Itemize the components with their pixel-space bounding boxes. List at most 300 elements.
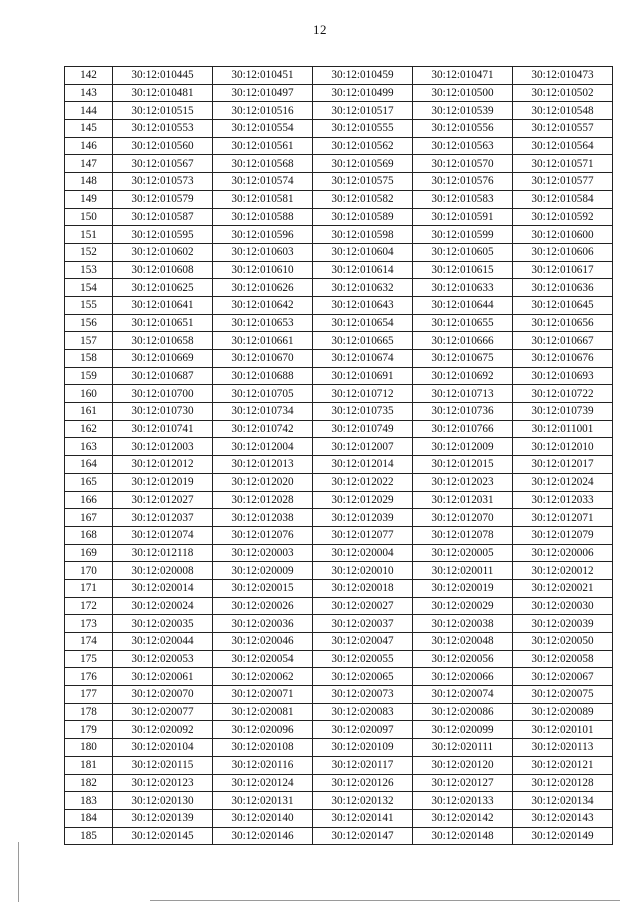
row-number-cell: 154 bbox=[65, 279, 113, 297]
cadastral-number-cell: 30:12:012024 bbox=[513, 473, 613, 491]
cadastral-number-cell: 30:12:010600 bbox=[513, 226, 613, 244]
cadastral-number-cell: 30:12:020101 bbox=[513, 721, 613, 739]
cadastral-table bbox=[64, 66, 613, 845]
cadastral-number-cell: 30:12:010451 bbox=[213, 67, 313, 85]
cadastral-number-cell: 30:12:010554 bbox=[213, 120, 313, 138]
cadastral-number-cell: 30:12:012039 bbox=[313, 509, 413, 527]
cadastral-number-cell: 30:12:020131 bbox=[213, 792, 313, 810]
cadastral-number-cell: 30:12:020143 bbox=[513, 809, 613, 827]
cadastral-number-cell: 30:12:020116 bbox=[213, 756, 313, 774]
table-row bbox=[65, 120, 613, 138]
cadastral-number-cell: 30:12:012004 bbox=[213, 438, 313, 456]
cadastral-number-cell: 30:12:012003 bbox=[113, 438, 213, 456]
table-row bbox=[65, 703, 613, 721]
cadastral-number-cell: 30:12:010574 bbox=[213, 173, 313, 191]
cadastral-number-cell: 30:12:020015 bbox=[213, 579, 313, 597]
table-row bbox=[65, 792, 613, 810]
cadastral-number-cell: 30:12:012022 bbox=[313, 473, 413, 491]
cadastral-number-cell: 30:12:020047 bbox=[313, 633, 413, 651]
cadastral-number-cell: 30:12:020056 bbox=[413, 650, 513, 668]
cadastral-number-cell: 30:12:010675 bbox=[413, 350, 513, 368]
cadastral-number-cell: 30:12:010499 bbox=[313, 84, 413, 102]
cadastral-number-cell: 30:12:010583 bbox=[413, 190, 513, 208]
cadastral-number-cell: 30:12:010656 bbox=[513, 314, 613, 332]
table-row bbox=[65, 279, 613, 297]
table-row bbox=[65, 774, 613, 792]
cadastral-number-cell: 30:12:010700 bbox=[113, 385, 213, 403]
cadastral-number-cell: 30:12:010741 bbox=[113, 420, 213, 438]
table-row bbox=[65, 314, 613, 332]
table-row bbox=[65, 686, 613, 704]
table-row bbox=[65, 597, 613, 615]
cadastral-number-cell: 30:12:020008 bbox=[113, 562, 213, 580]
cadastral-number-cell: 30:12:020113 bbox=[513, 739, 613, 757]
cadastral-number-cell: 30:12:010605 bbox=[413, 243, 513, 261]
table-row bbox=[65, 208, 613, 226]
cadastral-number-cell: 30:12:010722 bbox=[513, 385, 613, 403]
row-number-cell: 148 bbox=[65, 173, 113, 191]
row-number-cell: 180 bbox=[65, 739, 113, 757]
cadastral-number-cell: 30:12:020027 bbox=[313, 597, 413, 615]
table-row bbox=[65, 243, 613, 261]
row-number-cell: 159 bbox=[65, 367, 113, 385]
cadastral-number-cell: 30:12:020070 bbox=[113, 686, 213, 704]
cadastral-number-cell: 30:12:020036 bbox=[213, 615, 313, 633]
cadastral-number-cell: 30:12:020092 bbox=[113, 721, 213, 739]
table-row bbox=[65, 84, 613, 102]
cadastral-number-cell: 30:12:010556 bbox=[413, 120, 513, 138]
cadastral-number-cell: 30:12:010582 bbox=[313, 190, 413, 208]
cadastral-number-cell: 30:12:020148 bbox=[413, 827, 513, 845]
cadastral-number-cell: 30:12:020149 bbox=[513, 827, 613, 845]
cadastral-number-cell: 30:12:020134 bbox=[513, 792, 613, 810]
cadastral-number-cell: 30:12:010712 bbox=[313, 385, 413, 403]
cadastral-number-cell: 30:12:010592 bbox=[513, 208, 613, 226]
table-row bbox=[65, 367, 613, 385]
cadastral-number-cell: 30:12:010667 bbox=[513, 332, 613, 350]
table-row bbox=[65, 633, 613, 651]
scan-edge-line-bottom bbox=[150, 900, 620, 901]
cadastral-number-cell: 30:12:012015 bbox=[413, 456, 513, 474]
cadastral-number-cell: 30:12:012014 bbox=[313, 456, 413, 474]
cadastral-number-cell: 30:12:010617 bbox=[513, 261, 613, 279]
table-row bbox=[65, 544, 613, 562]
cadastral-number-cell: 30:12:010599 bbox=[413, 226, 513, 244]
row-number-cell: 183 bbox=[65, 792, 113, 810]
cadastral-number-cell: 30:12:011001 bbox=[513, 420, 613, 438]
row-number-cell: 151 bbox=[65, 226, 113, 244]
cadastral-number-cell: 30:12:010749 bbox=[313, 420, 413, 438]
cadastral-number-cell: 30:12:020147 bbox=[313, 827, 413, 845]
cadastral-number-cell: 30:12:010515 bbox=[113, 102, 213, 120]
cadastral-number-cell: 30:12:020037 bbox=[313, 615, 413, 633]
table-row bbox=[65, 615, 613, 633]
row-number-cell: 171 bbox=[65, 579, 113, 597]
row-number-cell: 145 bbox=[65, 120, 113, 138]
cadastral-number-cell: 30:12:012029 bbox=[313, 491, 413, 509]
cadastral-number-cell: 30:12:010670 bbox=[213, 350, 313, 368]
cadastral-number-cell: 30:12:020011 bbox=[413, 562, 513, 580]
cadastral-table-container bbox=[64, 66, 612, 845]
row-number-cell: 142 bbox=[65, 67, 113, 85]
row-number-cell: 164 bbox=[65, 456, 113, 474]
cadastral-number-cell: 30:12:010626 bbox=[213, 279, 313, 297]
cadastral-number-cell: 30:12:020004 bbox=[313, 544, 413, 562]
cadastral-number-cell: 30:12:020009 bbox=[213, 562, 313, 580]
cadastral-number-cell: 30:12:012017 bbox=[513, 456, 613, 474]
cadastral-number-cell: 30:12:010713 bbox=[413, 385, 513, 403]
cadastral-number-cell: 30:12:010643 bbox=[313, 296, 413, 314]
cadastral-number-cell: 30:12:010564 bbox=[513, 137, 613, 155]
cadastral-number-cell: 30:12:020086 bbox=[413, 703, 513, 721]
cadastral-number-cell: 30:12:010674 bbox=[313, 350, 413, 368]
cadastral-number-cell: 30:12:020096 bbox=[213, 721, 313, 739]
cadastral-number-cell: 30:12:020140 bbox=[213, 809, 313, 827]
cadastral-number-cell: 30:12:010606 bbox=[513, 243, 613, 261]
cadastral-number-cell: 30:12:020104 bbox=[113, 739, 213, 757]
row-number-cell: 152 bbox=[65, 243, 113, 261]
cadastral-number-cell: 30:12:010471 bbox=[413, 67, 513, 85]
cadastral-number-cell: 30:12:020055 bbox=[313, 650, 413, 668]
table-row bbox=[65, 739, 613, 757]
cadastral-number-cell: 30:12:010651 bbox=[113, 314, 213, 332]
table-row bbox=[65, 827, 613, 845]
row-number-cell: 165 bbox=[65, 473, 113, 491]
cadastral-number-cell: 30:12:010736 bbox=[413, 403, 513, 421]
cadastral-number-cell: 30:12:010445 bbox=[113, 67, 213, 85]
cadastral-number-cell: 30:12:020014 bbox=[113, 579, 213, 597]
cadastral-number-cell: 30:12:010588 bbox=[213, 208, 313, 226]
cadastral-number-cell: 30:12:010473 bbox=[513, 67, 613, 85]
cadastral-number-cell: 30:12:010502 bbox=[513, 84, 613, 102]
cadastral-number-cell: 30:12:020006 bbox=[513, 544, 613, 562]
cadastral-number-cell: 30:12:010614 bbox=[313, 261, 413, 279]
cadastral-number-cell: 30:12:020030 bbox=[513, 597, 613, 615]
row-number-cell: 172 bbox=[65, 597, 113, 615]
cadastral-number-cell: 30:12:010636 bbox=[513, 279, 613, 297]
row-number-cell: 155 bbox=[65, 296, 113, 314]
table-row bbox=[65, 332, 613, 350]
cadastral-number-cell: 30:12:012033 bbox=[513, 491, 613, 509]
cadastral-number-cell: 30:12:010632 bbox=[313, 279, 413, 297]
cadastral-number-cell: 30:12:020126 bbox=[313, 774, 413, 792]
cadastral-number-cell: 30:12:012007 bbox=[313, 438, 413, 456]
cadastral-number-cell: 30:12:020071 bbox=[213, 686, 313, 704]
cadastral-number-cell: 30:12:020083 bbox=[313, 703, 413, 721]
cadastral-number-cell: 30:12:010589 bbox=[313, 208, 413, 226]
cadastral-number-cell: 30:12:010654 bbox=[313, 314, 413, 332]
row-number-cell: 181 bbox=[65, 756, 113, 774]
cadastral-number-cell: 30:12:020046 bbox=[213, 633, 313, 651]
cadastral-number-cell: 30:12:020029 bbox=[413, 597, 513, 615]
cadastral-number-cell: 30:12:020062 bbox=[213, 668, 313, 686]
cadastral-number-cell: 30:12:010735 bbox=[313, 403, 413, 421]
cadastral-number-cell: 30:12:010604 bbox=[313, 243, 413, 261]
cadastral-number-cell: 30:12:020108 bbox=[213, 739, 313, 757]
cadastral-number-cell: 30:12:010644 bbox=[413, 296, 513, 314]
cadastral-number-cell: 30:12:020115 bbox=[113, 756, 213, 774]
cadastral-number-cell: 30:12:010666 bbox=[413, 332, 513, 350]
cadastral-number-cell: 30:12:010669 bbox=[113, 350, 213, 368]
cadastral-number-cell: 30:12:020012 bbox=[513, 562, 613, 580]
row-number-cell: 175 bbox=[65, 650, 113, 668]
table-row bbox=[65, 650, 613, 668]
row-number-cell: 160 bbox=[65, 385, 113, 403]
row-number-cell: 174 bbox=[65, 633, 113, 651]
row-number-cell: 184 bbox=[65, 809, 113, 827]
row-number-cell: 156 bbox=[65, 314, 113, 332]
cadastral-number-cell: 30:12:012074 bbox=[113, 526, 213, 544]
cadastral-number-cell: 30:12:020146 bbox=[213, 827, 313, 845]
cadastral-number-cell: 30:12:012019 bbox=[113, 473, 213, 491]
row-number-cell: 177 bbox=[65, 686, 113, 704]
cadastral-number-cell: 30:12:010500 bbox=[413, 84, 513, 102]
cadastral-number-cell: 30:12:012031 bbox=[413, 491, 513, 509]
cadastral-number-cell: 30:12:020111 bbox=[413, 739, 513, 757]
cadastral-number-cell: 30:12:010642 bbox=[213, 296, 313, 314]
row-number-cell: 169 bbox=[65, 544, 113, 562]
table-row bbox=[65, 456, 613, 474]
cadastral-number-cell: 30:12:010553 bbox=[113, 120, 213, 138]
cadastral-number-cell: 30:12:020044 bbox=[113, 633, 213, 651]
cadastral-number-cell: 30:12:010595 bbox=[113, 226, 213, 244]
cadastral-number-cell: 30:12:020038 bbox=[413, 615, 513, 633]
cadastral-number-cell: 30:12:010598 bbox=[313, 226, 413, 244]
cadastral-number-cell: 30:12:020124 bbox=[213, 774, 313, 792]
cadastral-number-cell: 30:12:012012 bbox=[113, 456, 213, 474]
table-row bbox=[65, 385, 613, 403]
cadastral-number-cell: 30:12:010560 bbox=[113, 137, 213, 155]
cadastral-number-cell: 30:12:020123 bbox=[113, 774, 213, 792]
cadastral-number-cell: 30:12:010661 bbox=[213, 332, 313, 350]
cadastral-number-cell: 30:12:010570 bbox=[413, 155, 513, 173]
table-row bbox=[65, 155, 613, 173]
row-number-cell: 185 bbox=[65, 827, 113, 845]
cadastral-number-cell: 30:12:020127 bbox=[413, 774, 513, 792]
cadastral-number-cell: 30:12:010693 bbox=[513, 367, 613, 385]
cadastral-number-cell: 30:12:010742 bbox=[213, 420, 313, 438]
table-row bbox=[65, 509, 613, 527]
cadastral-number-cell: 30:12:010658 bbox=[113, 332, 213, 350]
cadastral-number-cell: 30:12:020024 bbox=[113, 597, 213, 615]
row-number-cell: 153 bbox=[65, 261, 113, 279]
row-number-cell: 146 bbox=[65, 137, 113, 155]
cadastral-number-cell: 30:12:020018 bbox=[313, 579, 413, 597]
table-row bbox=[65, 562, 613, 580]
row-number-cell: 178 bbox=[65, 703, 113, 721]
cadastral-number-cell: 30:12:010610 bbox=[213, 261, 313, 279]
cadastral-number-cell: 30:12:020142 bbox=[413, 809, 513, 827]
cadastral-number-cell: 30:12:012071 bbox=[513, 509, 613, 527]
cadastral-number-cell: 30:12:010571 bbox=[513, 155, 613, 173]
cadastral-number-cell: 30:12:020066 bbox=[413, 668, 513, 686]
row-number-cell: 176 bbox=[65, 668, 113, 686]
cadastral-number-cell: 30:12:020109 bbox=[313, 739, 413, 757]
cadastral-number-cell: 30:12:010557 bbox=[513, 120, 613, 138]
cadastral-number-cell: 30:12:010676 bbox=[513, 350, 613, 368]
cadastral-number-cell: 30:12:012028 bbox=[213, 491, 313, 509]
cadastral-number-cell: 30:12:020073 bbox=[313, 686, 413, 704]
cadastral-number-cell: 30:12:012009 bbox=[413, 438, 513, 456]
table-row bbox=[65, 261, 613, 279]
cadastral-number-cell: 30:12:012020 bbox=[213, 473, 313, 491]
cadastral-number-cell: 30:12:020026 bbox=[213, 597, 313, 615]
cadastral-number-cell: 30:12:010665 bbox=[313, 332, 413, 350]
cadastral-number-cell: 30:12:010563 bbox=[413, 137, 513, 155]
cadastral-number-cell: 30:12:010576 bbox=[413, 173, 513, 191]
cadastral-number-cell: 30:12:010575 bbox=[313, 173, 413, 191]
row-number-cell: 150 bbox=[65, 208, 113, 226]
cadastral-number-cell: 30:12:010688 bbox=[213, 367, 313, 385]
cadastral-number-cell: 30:12:010459 bbox=[313, 67, 413, 85]
cadastral-number-cell: 30:12:020058 bbox=[513, 650, 613, 668]
table-row bbox=[65, 190, 613, 208]
table-row bbox=[65, 721, 613, 739]
cadastral-number-cell: 30:12:020097 bbox=[313, 721, 413, 739]
table-row bbox=[65, 137, 613, 155]
cadastral-number-cell: 30:12:020035 bbox=[113, 615, 213, 633]
table-row bbox=[65, 809, 613, 827]
cadastral-number-cell: 30:12:010615 bbox=[413, 261, 513, 279]
row-number-cell: 179 bbox=[65, 721, 113, 739]
cadastral-number-cell: 30:12:010596 bbox=[213, 226, 313, 244]
table-row bbox=[65, 438, 613, 456]
cadastral-number-cell: 30:12:010562 bbox=[313, 137, 413, 155]
table-row bbox=[65, 403, 613, 421]
cadastral-number-cell: 30:12:012079 bbox=[513, 526, 613, 544]
cadastral-number-cell: 30:12:010591 bbox=[413, 208, 513, 226]
row-number-cell: 170 bbox=[65, 562, 113, 580]
cadastral-number-cell: 30:12:020021 bbox=[513, 579, 613, 597]
row-number-cell: 182 bbox=[65, 774, 113, 792]
cadastral-number-cell: 30:12:020074 bbox=[413, 686, 513, 704]
row-number-cell: 144 bbox=[65, 102, 113, 120]
cadastral-number-cell: 30:12:010481 bbox=[113, 84, 213, 102]
cadastral-number-cell: 30:12:012077 bbox=[313, 526, 413, 544]
cadastral-number-cell: 30:12:020120 bbox=[413, 756, 513, 774]
cadastral-number-cell: 30:12:012118 bbox=[113, 544, 213, 562]
cadastral-number-cell: 30:12:020019 bbox=[413, 579, 513, 597]
cadastral-number-cell: 30:12:010516 bbox=[213, 102, 313, 120]
cadastral-number-cell: 30:12:010766 bbox=[413, 420, 513, 438]
row-number-cell: 143 bbox=[65, 84, 113, 102]
cadastral-number-cell: 30:12:020141 bbox=[313, 809, 413, 827]
cadastral-number-cell: 30:12:020061 bbox=[113, 668, 213, 686]
table-row bbox=[65, 173, 613, 191]
cadastral-number-cell: 30:12:020128 bbox=[513, 774, 613, 792]
cadastral-number-cell: 30:12:010687 bbox=[113, 367, 213, 385]
cadastral-number-cell: 30:12:010739 bbox=[513, 403, 613, 421]
cadastral-number-cell: 30:12:020054 bbox=[213, 650, 313, 668]
table-row bbox=[65, 756, 613, 774]
cadastral-number-cell: 30:12:010645 bbox=[513, 296, 613, 314]
table-row bbox=[65, 350, 613, 368]
row-number-cell: 168 bbox=[65, 526, 113, 544]
table-row bbox=[65, 473, 613, 491]
row-number-cell: 147 bbox=[65, 155, 113, 173]
table-row bbox=[65, 420, 613, 438]
cadastral-number-cell: 30:12:010692 bbox=[413, 367, 513, 385]
table-row bbox=[65, 102, 613, 120]
cadastral-number-cell: 30:12:020139 bbox=[113, 809, 213, 827]
cadastral-number-cell: 30:12:010569 bbox=[313, 155, 413, 173]
cadastral-number-cell: 30:12:020117 bbox=[313, 756, 413, 774]
row-number-cell: 163 bbox=[65, 438, 113, 456]
cadastral-number-cell: 30:12:012037 bbox=[113, 509, 213, 527]
cadastral-number-cell: 30:12:020003 bbox=[213, 544, 313, 562]
cadastral-number-cell: 30:12:010730 bbox=[113, 403, 213, 421]
cadastral-number-cell: 30:12:010655 bbox=[413, 314, 513, 332]
page-number: 12 bbox=[313, 22, 327, 37]
cadastral-number-cell: 30:12:020005 bbox=[413, 544, 513, 562]
cadastral-number-cell: 30:12:020099 bbox=[413, 721, 513, 739]
cadastral-number-cell: 30:12:020132 bbox=[313, 792, 413, 810]
cadastral-number-cell: 30:12:010653 bbox=[213, 314, 313, 332]
cadastral-number-cell: 30:12:012013 bbox=[213, 456, 313, 474]
cadastral-number-cell: 30:12:010581 bbox=[213, 190, 313, 208]
scan-edge-line-left bbox=[18, 842, 19, 902]
cadastral-number-cell: 30:12:012070 bbox=[413, 509, 513, 527]
row-number-cell: 157 bbox=[65, 332, 113, 350]
row-number-cell: 161 bbox=[65, 403, 113, 421]
cadastral-number-cell: 30:12:020077 bbox=[113, 703, 213, 721]
cadastral-number-cell: 30:12:010539 bbox=[413, 102, 513, 120]
cadastral-number-cell: 30:12:010587 bbox=[113, 208, 213, 226]
table-row bbox=[65, 226, 613, 244]
cadastral-number-cell: 30:12:010603 bbox=[213, 243, 313, 261]
cadastral-number-cell: 30:12:012010 bbox=[513, 438, 613, 456]
cadastral-number-cell: 30:12:010579 bbox=[113, 190, 213, 208]
row-number-cell: 167 bbox=[65, 509, 113, 527]
cadastral-number-cell: 30:12:010641 bbox=[113, 296, 213, 314]
cadastral-number-cell: 30:12:020065 bbox=[313, 668, 413, 686]
cadastral-number-cell: 30:12:020048 bbox=[413, 633, 513, 651]
cadastral-number-cell: 30:12:010567 bbox=[113, 155, 213, 173]
row-number-cell: 173 bbox=[65, 615, 113, 633]
cadastral-number-cell: 30:12:010517 bbox=[313, 102, 413, 120]
cadastral-number-cell: 30:12:020133 bbox=[413, 792, 513, 810]
cadastral-number-cell: 30:12:010608 bbox=[113, 261, 213, 279]
cadastral-number-cell: 30:12:010577 bbox=[513, 173, 613, 191]
cadastral-number-cell: 30:12:020081 bbox=[213, 703, 313, 721]
cadastral-number-cell: 30:12:010633 bbox=[413, 279, 513, 297]
cadastral-number-cell: 30:12:020050 bbox=[513, 633, 613, 651]
cadastral-number-cell: 30:12:020130 bbox=[113, 792, 213, 810]
cadastral-number-cell: 30:12:012023 bbox=[413, 473, 513, 491]
cadastral-number-cell: 30:12:020089 bbox=[513, 703, 613, 721]
cadastral-number-cell: 30:12:010573 bbox=[113, 173, 213, 191]
cadastral-number-cell: 30:12:010734 bbox=[213, 403, 313, 421]
cadastral-number-cell: 30:12:010691 bbox=[313, 367, 413, 385]
table-body bbox=[65, 67, 613, 845]
cadastral-number-cell: 30:12:012078 bbox=[413, 526, 513, 544]
table-row bbox=[65, 526, 613, 544]
cadastral-number-cell: 30:12:012038 bbox=[213, 509, 313, 527]
cadastral-number-cell: 30:12:012076 bbox=[213, 526, 313, 544]
cadastral-number-cell: 30:12:010705 bbox=[213, 385, 313, 403]
cadastral-number-cell: 30:12:020039 bbox=[513, 615, 613, 633]
table-row bbox=[65, 579, 613, 597]
cadastral-number-cell: 30:12:010602 bbox=[113, 243, 213, 261]
cadastral-number-cell: 30:12:010548 bbox=[513, 102, 613, 120]
cadastral-number-cell: 30:12:010555 bbox=[313, 120, 413, 138]
cadastral-number-cell: 30:12:010568 bbox=[213, 155, 313, 173]
cadastral-number-cell: 30:12:010584 bbox=[513, 190, 613, 208]
cadastral-number-cell: 30:12:020010 bbox=[313, 562, 413, 580]
cadastral-number-cell: 30:12:020067 bbox=[513, 668, 613, 686]
cadastral-number-cell: 30:12:020053 bbox=[113, 650, 213, 668]
row-number-cell: 149 bbox=[65, 190, 113, 208]
